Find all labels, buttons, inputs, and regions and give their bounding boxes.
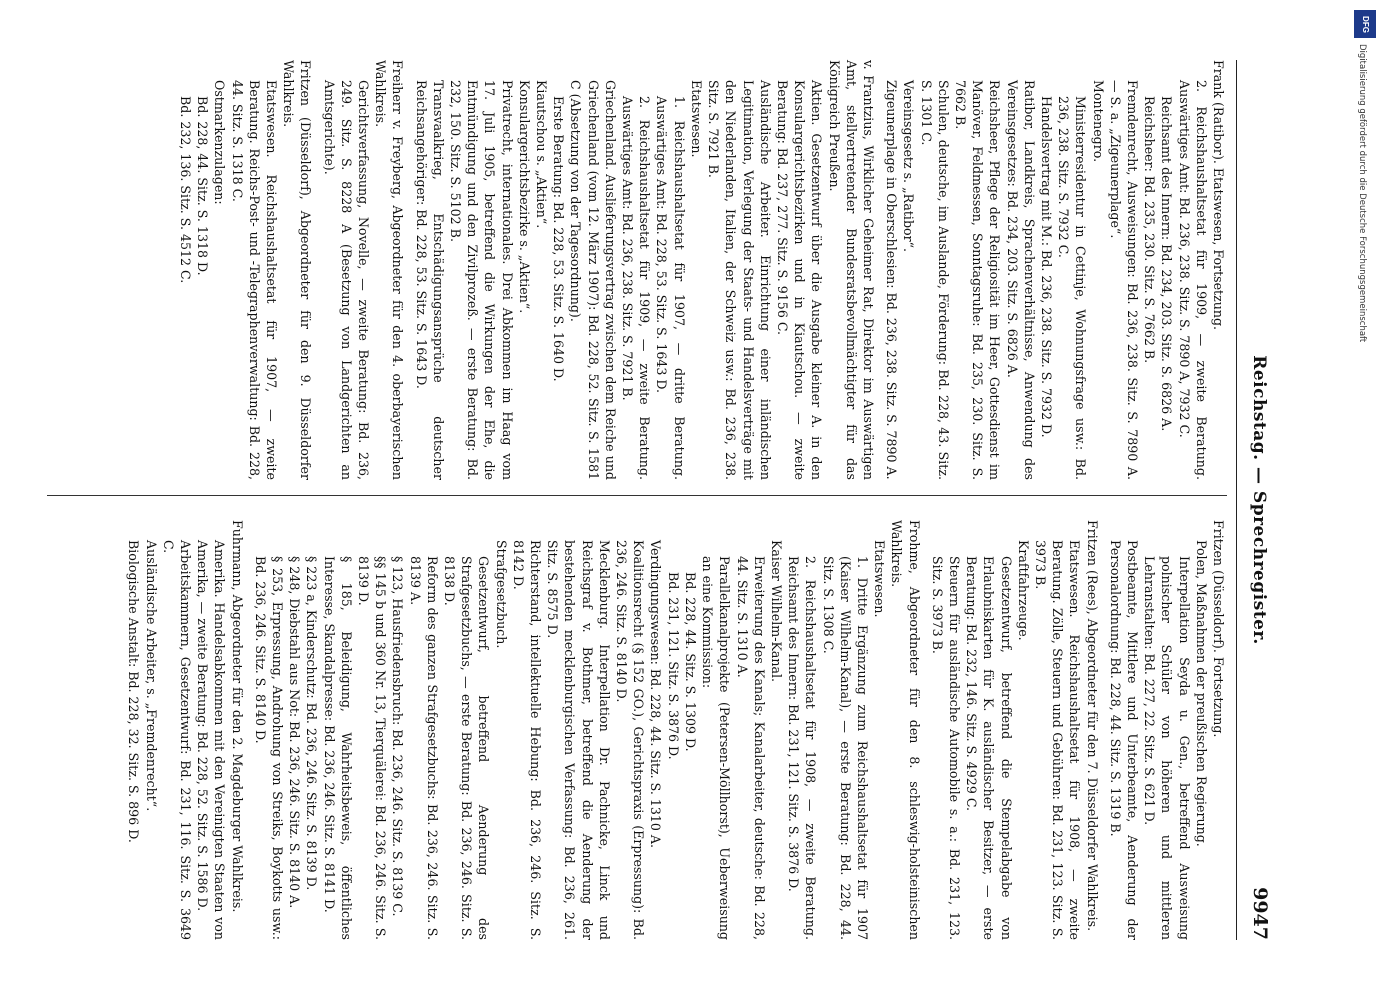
register-page <box>27 0 1287 1000</box>
register-subentry: Postbeamte, Mittlere und Unterbeamte, Aenderung der Personalordnung: Bd. 228, 44. Sitz. S. 1319 B. <box>1107 540 1140 940</box>
register-subentry: Privatrecht, internationales. Drei Abkommen im Haag vom 17. Juli 1905, betreffend die Wirkungen der Ehe, die Entmündigung und den Zivilprozeß. — erste Beratung: Bd. 232, 150. Sitz. S. 5102 B. <box>448 80 515 480</box>
register-subentry: Richterstand, intellektuelle Hebung: Bd. 236, 246. Sitz. S. 8142 D. <box>510 540 544 940</box>
register-subentry: Etatswesen. Reichshaushaltsetat für 1908, — zweite Beratung. Zölle, Steuern und Gebühren: Bd. 231, 123. Sitz. S. 3973 B. <box>1032 540 1083 940</box>
header-rule <box>1236 60 1237 940</box>
register-subentry: Bd. 231, 121. Sitz. S. 3876 D. <box>665 572 681 760</box>
register-subentry: Reichsamt des Innern: Bd. 234, 203. Sitz. S. 6826 A. <box>1159 96 1175 432</box>
page-title: Reichstag. — Sprechregister. <box>1249 355 1269 645</box>
register-subentry: 2. Reichshaushaltsetat für 1909, — zweite Beratung. Auswärtiges Amt: Bd. 236, 238. Sitz. S. 7921 B. <box>620 96 653 480</box>
register-subentry: Etatswesen. <box>688 80 704 158</box>
register-subentry: Gesetzentwurf, betreffend die Stempelabgabe von Erlaubniskarten für K. ausländischer Besitzer, — erste Beratung: Bd. 232, 146. Sitz. S. 4929 C. <box>964 556 1014 940</box>
register-subentry: Amerika. Handelsabkommen mit den Vereinigten Staaten von Amerika, — zweite Beratung: Bd. 228, 52. Sitz. S. 1586 D. <box>195 540 228 940</box>
register-subentry: Ostmarkenzulagen: <box>212 80 228 205</box>
register-entry-heading: Fritzen (Düsseldorf). Fortsetzung. <box>1211 520 1226 738</box>
register-subentry: Arbeitskammern, Gesetzentwurf: Bd. 231, 116. Sitz. S. 3649 C. <box>160 540 194 940</box>
register-subentry: Aktien. Gesetzentwurf über die Ausgabe kleiner A. in den Konsulargerichtsbezirken und in Kiautschou. — zweite Beratung: Bd. 237, 277. Sitz. S. 9156 C. <box>774 80 825 480</box>
register-subentry: Bd. 228, 44. Sitz. S. 1309 D. <box>682 572 698 752</box>
register-subentry: 1. Dritte Ergänzung zum Reichshaushaltsetat für 1907 (Kaiser Wilhelm-Kanal), — erste Beratung: Bd. 228, 44. Sitz. S. 1308 C. <box>820 556 870 940</box>
register-subentry: § 248, Diebstahl aus Not: Bd. 236, 246. Sitz. S. 8140 A. <box>287 556 303 909</box>
register-subentry: § 223 a, Kinderschutz: Bd. 236, 246. Sitz. S. 8139 D. <box>304 556 320 891</box>
register-subentry: Interpellation Seyda u. Gen., betreffend Ausweisung polnischer Schüler von höheren und mittleren Lehranstalten: Bd. 227, 22. Sitz. S. 621 D. <box>1142 556 1192 940</box>
register-subentry: § 253, Erpressung, Androhung von Streiks, Boykotts usw.: Bd. 236, 246. Sitz. S. 8140 D. <box>252 556 286 940</box>
register-subentry: Verdingungswesen: Bd. 228, 44. Sitz. S. 1310 A. <box>648 540 664 849</box>
register-subentry: Handelsvertrag mit M.: Bd. 236, 238. Sitz. S. 7932 D. <box>1038 96 1054 438</box>
register-subentry: Gesetzentwurf, betreffend Aenderung des Strafgesetzbuchs, — erste Beratung: Bd. 236, 246. Sitz. S. 8138 D. <box>442 556 492 940</box>
register-entry-heading: v. Frantzius, Wirklicher Geheimer Rat, Direktor im Auswärtigen Amt, stellvertretender Bundesratsbevollmächtigter für das Königreich Preußen. <box>826 60 876 480</box>
digitization-note <box>1352 44 1378 424</box>
register-subentry: Biologische Anstalt: Bd. 228, 32. Sitz. S. 896 D. <box>126 540 142 843</box>
register-subentry: Koalitionsrecht (§ 152 GO.), Gerichtspraxis (Erpressung): Bd. 236, 246. Sitz. S. 8140 D. <box>614 540 647 940</box>
register-subentry: Fremdenrecht, Ausweisungen: Bd. 236, 238. Sitz. S. 7890 A. — S. a. „Zigeunerplage“. <box>1107 80 1140 480</box>
register-subentry: Parallelkanalprojekte (Petersen-Möllhorst), Ueberweisung an eine Kommission: <box>700 556 733 940</box>
right-column <box>125 520 1227 940</box>
register-entry-heading: Fritzen (Düsseldorf), Abgeordneter für den 9. Düsseldorfer Wahlkreis. <box>281 60 314 480</box>
register-subentry: Ministerresidentur in Cettinje, Wohnungsfrage usw.: Bd. 236, 238. Sitz. S. 7932 C. <box>1056 96 1089 480</box>
register-subentry: Bd. 232, 136. Sitz. S. 4512 C. <box>178 96 194 284</box>
register-subentry: 1. Reichshaushaltsetat für 1907, — dritte Beratung. Auswärtiges Amt: Bd. 228, 53. Sitz. S. 1643 D. <box>654 96 687 480</box>
register-subentry: Zigeunerplage in Oberschlesien: Bd. 236, 238. Sitz. S. 7890 A. <box>884 80 900 480</box>
register-subentry: Kiautschou s. „Aktien“. <box>534 80 550 229</box>
register-subentry: Erweiterung des Kanals; Kanalarbeiter, deutsche: Bd. 228, 44. Sitz. S. 1310 A. <box>734 556 767 940</box>
register-subentry: Reform des ganzen Strafgesetzbuchs: Bd. 236, 246. Sitz. S. 8139 A. <box>407 556 440 940</box>
register-subentry: Vereinsgesetz s. „Ratibor“. <box>901 80 917 253</box>
register-subentry: Reichsheer, Pflege der Religiosität im Heer, Gottesdienst im Manöver, Feldmessen, Sonntagsruhe: Bd. 235, 230. Sitz. S. 7662 B. <box>952 80 1003 480</box>
register-subentry: § 123, Hausfriedensbruch: Bd. 236, 246. Sitz. S. 8139 C. <box>390 556 406 917</box>
register-subentry: § 185, Beleidigung, Wahrheitsbeweis, öffentliches Interesse, Skandalpresse: Bd. 236, 246. Sitz. S. 8141 D. <box>321 556 354 940</box>
register-subentry: Mecklenburg. Interpellation Dr. Pachnicke, Linck und Reichsgraf v. Bothmer, betreffend die Aenderung der bestehenden mecklenburgischen Verfassung: Bd. 236, 261. Sitz. S. 8575 D. <box>545 540 612 940</box>
register-entry-heading: Frohme, Abgeordneter für den 8. schleswig-holsteinischen Wahlkreis. <box>889 520 922 940</box>
digitization-note-text: Digitalisierung gefördert durch die Deutsche Forschungsgemeinschaft <box>1357 44 1367 343</box>
register-entry-heading: Fritzen (Rees), Abgeordneter für den 7. Düsseldorfer Wahlkreis. <box>1084 520 1100 932</box>
register-subentry: Steuern für ausländische Automobile s. a.: Bd. 231, 123. Sitz. S. 3973 B. <box>929 556 962 940</box>
register-subentry: Kraftfahrzeuge. <box>1015 540 1031 641</box>
left-column <box>177 60 1227 480</box>
register-subentry: Strafgesetzbuch. <box>493 540 509 649</box>
register-subentry: Transvaalkrieg, Entschädigungsansprüche deutscher Reichsangehöriger: Bd. 228, 53. Sitz. S. 1643 D. <box>413 80 446 480</box>
register-subentry: §§ 145 b und 360 Nr. 13, Tierquälerei: Bd. 236, 246. Sitz. S. 8139 D. <box>356 556 389 940</box>
register-subentry: 2. Reichshaushaltsetat für 1908, — zweite Beratung. Reichsamt des Innern: Bd. 231, 121. Sitz. S. 3876 D. <box>786 556 819 940</box>
page-header <box>1237 60 1277 940</box>
dfg-logo <box>1354 10 1376 38</box>
register-entry-heading: Frank (Ratibor). Etatswesen, Fortsetzung. <box>1211 60 1226 331</box>
register-subentry: Griechenland. Auslieferungsvertrag zwischen dem Reiche und Griechenland (vom 12. März 1907): Bd. 228, 52. Sitz. S. 1581 C (Absetzung von der Tagesordnung). <box>568 80 618 480</box>
column-divider <box>47 495 1227 496</box>
register-subentry: Schulen, deutsche, im Auslande, Förderung: Bd. 228, 43. Sitz. S. 1301 C. <box>918 80 951 480</box>
register-subentry: Konsulargerichtsbezirke s. „Aktien“. <box>516 80 532 314</box>
dfg-logo-text: DFG <box>1360 15 1370 33</box>
register-subentry: Polen, Maßnahmen der preußischen Regierung. <box>1193 540 1209 847</box>
page-number: 9947 <box>1249 887 1271 940</box>
register-subentry: Gerichtsverfassung, Novelle, — zweite Beratung: Bd. 236, 249. Sitz. S. 8228 A (Besetzung von Landgerichten an Amtsgerichte). <box>321 80 372 480</box>
register-subentry: Erste Beratung: Bd. 228, 53. Sitz. S. 1640 D. <box>551 96 567 382</box>
register-subentry: Reichsheer: Bd. 235, 230. Sitz. S. 7662 B. <box>1142 96 1158 364</box>
register-entry-heading: Freiherr v. Freyberg, Abgeordneter für den 4. oberbayerischen Wahlkreis. <box>373 60 406 480</box>
register-subentry: Ausländische Arbeiter. Einrichtung einer inländischen Legitimation, Verlegung der Staats- und Handelsverträge mit den Niederlanden, Italien, der Schweiz usw.: Bd. 236, 238. Sitz. S. 7921 B. <box>706 80 773 480</box>
register-subentry: Etatswesen. <box>872 540 888 618</box>
register-subentry: Etatswesen. Reichshaushaltsetat für 1907, — zweite Beratung. Reichs-Post- und -Telegraphenverwaltung: Bd. 228, 44. Sitz. S. 1318 C. <box>229 80 280 480</box>
register-subentry: 2. Reichshaushaltsetat für 1909, — zweite Beratung. Auswärtiges Amt: Bd. 236, 238. Sitz. S. 7890 A, 7932 C. <box>1176 80 1209 480</box>
register-subentry: Ratibor, Landkreis, Sprachenverhältnisse, Anwendung des Vereinsgesetzes: Bd. 234, 203. Sitz. S. 6826 A. <box>1004 80 1037 480</box>
register-entry-heading: Fuhrmann, Abgeordneter für den 2. Magdeburger Wahlkreis. <box>229 520 245 913</box>
register-subentry: Bd. 228, 44. Sitz. S. 1318 D. <box>195 96 211 276</box>
register-subentry: Ausländische Arbeiter, s. „Fremdenrecht“. <box>143 540 159 812</box>
register-subentry: Montenegro. <box>1090 80 1106 163</box>
register-subentry: Kaiser Wilhelm-Kanal. <box>768 540 784 683</box>
